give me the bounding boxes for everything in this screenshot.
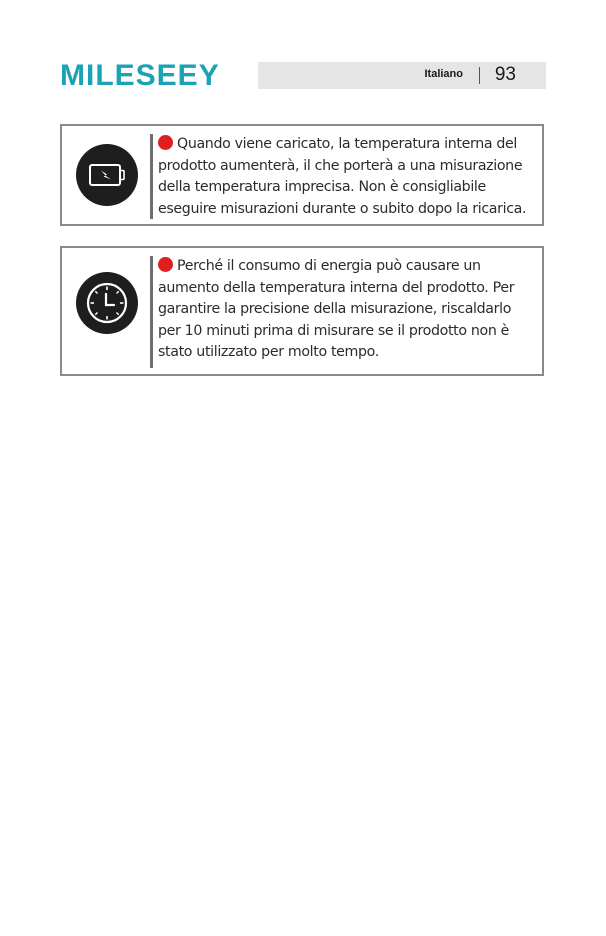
note-text [158, 134, 532, 220]
note-divider [150, 256, 153, 368]
page-header [60, 60, 546, 90]
note-warmup [60, 246, 544, 376]
note-charging-text: Quando viene caricato, la temperatura interna del prodotto aumenterà, il che porterà a una misurazione della temperatura imprecisa. Non è consigliabile eseguire misurazioni durante o subito dopo la ricarica. [158, 136, 527, 217]
page-number: 93 [494, 64, 516, 85]
language-label: Italiano [424, 68, 463, 80]
brand-logo: MILESEEY [60, 59, 220, 92]
clock-icon [76, 272, 138, 334]
bullet-dot [158, 257, 173, 272]
header-bar [258, 62, 546, 89]
note-text [158, 256, 532, 364]
note-warmup-text: Perché il consumo di energia può causare un aumento della temperatura interna del prodotto. Per garantire la precisione della misurazione, riscaldarlo per 10 minuti prima di misurare se il prodotto non è stato utilizzato per molto tempo. [158, 258, 515, 360]
note-charging [60, 124, 544, 226]
battery-charging-icon [76, 144, 138, 206]
note-divider [150, 134, 153, 219]
header-separator [479, 67, 480, 84]
bullet-dot [158, 135, 173, 150]
